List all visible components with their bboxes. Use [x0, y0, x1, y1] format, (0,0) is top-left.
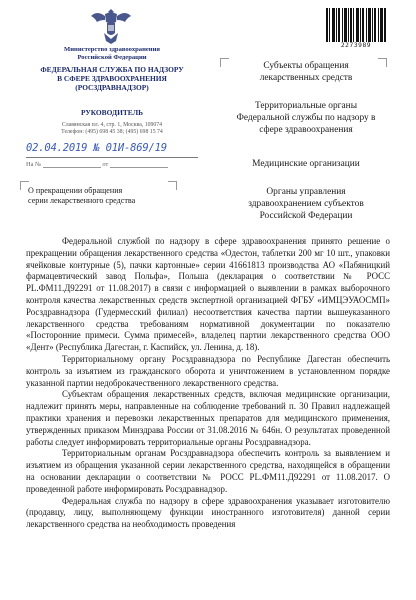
- head-label: РУКОВОДИТЕЛЬ: [81, 108, 143, 117]
- barcode-number: 2273989: [340, 42, 372, 49]
- reference-number-blank: [43, 160, 101, 168]
- body-paragraph-5: Федеральная служба по надзору в сфере здравоохранения указывает изготовителю (продавцу, лицу, выполняющему функции иностранного изготовителя) данной серии лекарственного средства на необходимость проведения: [26, 495, 390, 530]
- registration-stamp: [26, 142, 201, 154]
- body-paragraph-3: Субъектам обращения лекарственных средств, включая медицинские организации, надлежит принять меры, направленные на соблюдение требований п. 30 Правил надлежащей практики хранения и перевозки лекарственных препаратов для медицинского применения, утвержденных приказом Минздрава России от 31.08.2016 № 646н. О результатах проведенной работы следует информировать территориальные органы Росздравнадзора.: [26, 389, 390, 447]
- reference-line: [26, 160, 201, 168]
- body-paragraph-2: Территориальному органу Росздравнадзора по Республике Дагестан обеспечить контроль за изъятием из гражданского оборота и уничтожением в установленном порядке указанной партии недоброкачественного лекарственного средства.: [26, 353, 390, 388]
- registration-number: 01И-869/19: [105, 142, 167, 154]
- reference-date-blank: [110, 160, 168, 168]
- barcode-icon: [326, 8, 386, 42]
- recipient-health-authorities: Органы управления здравоохранением субъектов Российской Федерации: [248, 187, 364, 221]
- registration-underline: [26, 157, 198, 158]
- recipient-medical-orgs: Медицинские организации: [252, 159, 360, 169]
- registration-separator: №: [93, 142, 106, 154]
- reference-prefix: На №: [26, 161, 42, 168]
- letter-subject: О прекращении обращения серии лекарственного средства: [28, 186, 136, 206]
- ministry-name: Министерство здравоохранения Российской Федерации: [64, 46, 160, 61]
- reference-from: от: [102, 161, 109, 168]
- agency-address: Славянская пл. 4, стр. 1, Москва, 109074 Телефон: (495) 698 45 38; (495) 698 15 74: [61, 122, 163, 136]
- registration-date: 02.04.2019: [26, 142, 88, 154]
- body-paragraph-1: Федеральной службой по надзору в сфере здравоохранения принято решение о прекращении обращения лекарственного средства «Одестон, таблетки 200 мг 10 шт., упаковки ячейковые контурные (5), пачки картонные» серии 41661813 производства АО «Пабяницкий фармацевтический завод Польфа», Польша (декларация о соответствии № РОСС PL.ФМ11.Д92291 от 11.08.2017) в связи с информацией о выявлении в рамках выборочного контроля качества лекарственных средств экспертной организацией ФГБУ «ИМЦЭУАОСМП» Росздравнадзора (Гудермесский филиал) несоответствия качества партии вышеуказанного лекарственного средства требованиям нормативной документации по показателю «Посторонние примеси. Сумма примесей», владелец партии лекарственного средства ООО «Дент» (Республика Дагестан, г. Каспийск, ул. Ленина, д. 18).: [26, 236, 390, 353]
- letter-body: [26, 236, 390, 531]
- body-paragraph-4: Территориальным органам Росздравнадзора обеспечить контроль за выявлением и изъятием из обращения указанной серии лекарственного средства, находящейся в обращении на основании декларации о соответствии № РОСС PL.ФМ11.Д92291 от 11.08.2017. О проведенной работе информировать Росздравнадзор.: [26, 448, 390, 494]
- recipient-territorial-bodies: Территориальные органы Федеральной службы по надзору в сфере здравоохранения: [236, 101, 376, 135]
- recipient-subjects: Субъекты обращения лекарственных средств: [259, 61, 353, 83]
- emblem-icon: [88, 6, 134, 46]
- agency-name: ФЕДЕРАЛЬНАЯ СЛУЖБА ПО НАДЗОРУ В СФЕРЕ ЗДРАВООХРАНЕНИЯ (РОСЗДРАВНАДЗОР): [40, 65, 184, 92]
